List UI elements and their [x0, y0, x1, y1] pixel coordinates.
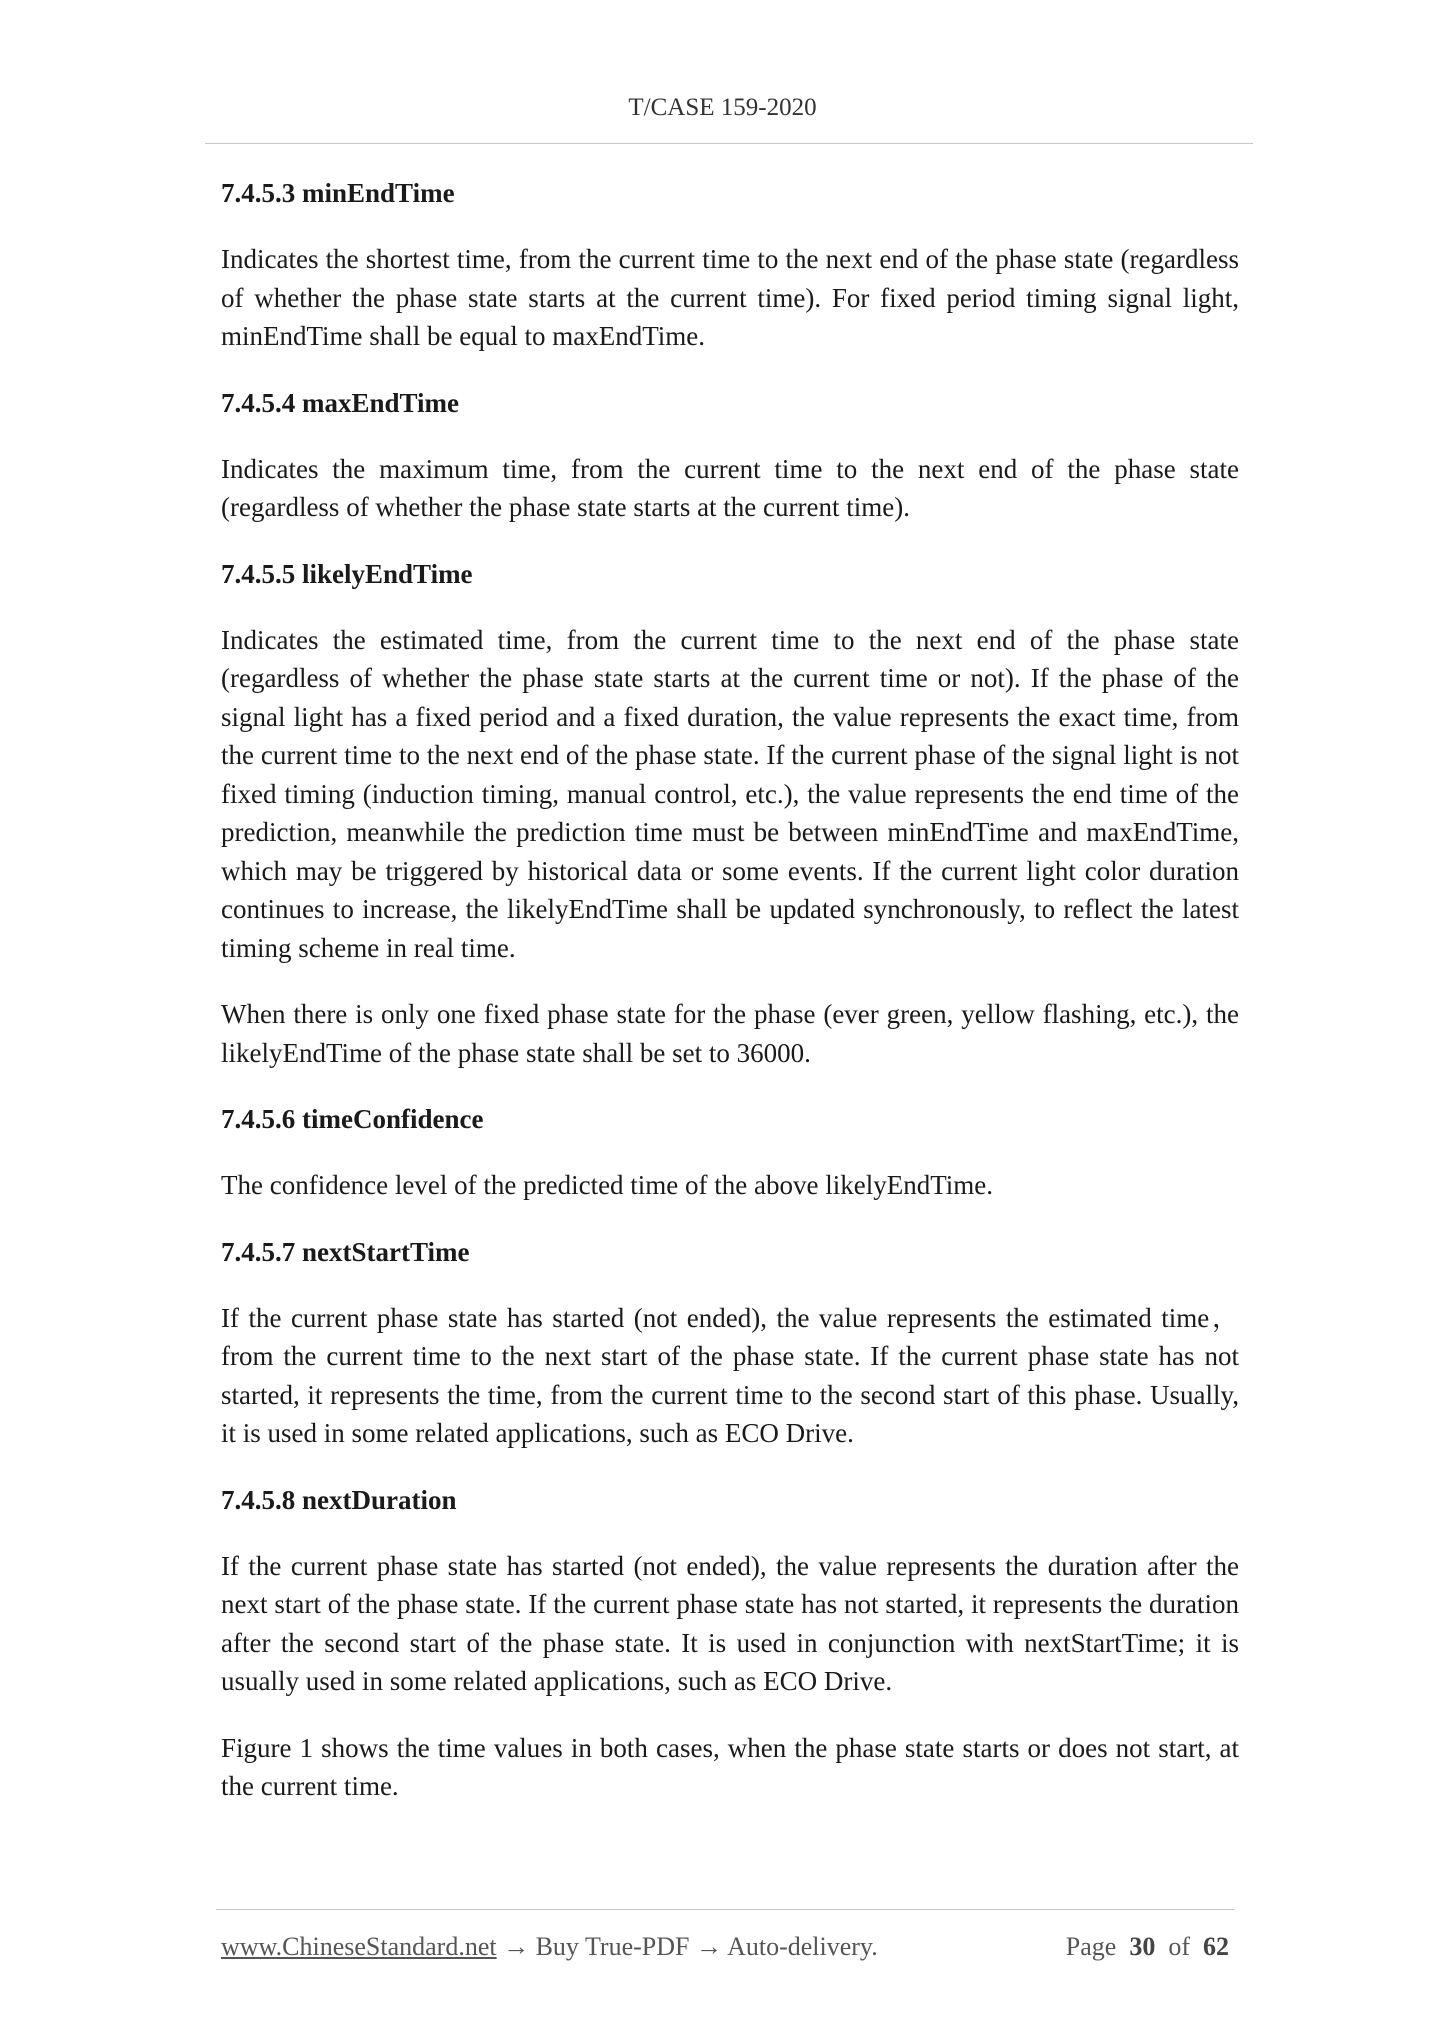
section-heading: 7.4.5.7 nextStartTime [221, 1236, 470, 1267]
section-min-end-time [221, 174, 1239, 356]
footer-promo [221, 1932, 878, 1962]
document-body [221, 174, 1239, 1834]
section-heading: 7.4.5.8 nextDuration [221, 1484, 457, 1515]
paragraph: If the current phase state has started (not ended), the value represents the estimated time，from the current time to the next start of the phase state. If the current phase state has not started, it represents the time, from the current time to the second start of this phase. Usually, it is used in some related applications, such as ECO Drive. [221, 1302, 1239, 1448]
page-indicator [1066, 1932, 1229, 1962]
section-time-confidence [221, 1100, 1239, 1205]
paragraph: Figure 1 shows the time values in both cases, when the phase state starts or does not start, at the current time. [221, 1732, 1239, 1801]
header-divider [205, 143, 1253, 144]
header-doc-id: T/CASE 159-2020 [628, 94, 817, 121]
auto-delivery-text: Auto-delivery. [727, 1932, 878, 1961]
section-heading: 7.4.5.6 timeConfidence [221, 1104, 484, 1134]
paragraph: Indicates the shortest time, from the current time to the next end of the phase state (regardless of whether the phase state starts at the current time). For fixed period timing signal light, minEndTime shall be equal to maxEndTime. [221, 244, 1239, 351]
arrow-right-icon: → [503, 1932, 530, 1961]
page-number: 30 [1129, 1932, 1156, 1961]
section-next-start-time [221, 1233, 1239, 1453]
paragraph: If the current phase state has started (not ended), the value represents the duration after the next start of the phase state. If the current phase state has not started, it represents the duration after the second start of the phase state. It is used in conjunction with nextStartTime; it is usually used in some related applications, such as ECO Drive. [221, 1550, 1239, 1696]
total-pages: 62 [1203, 1932, 1229, 1961]
section-heading: 7.4.5.3 minEndTime [221, 178, 455, 208]
section-next-duration [221, 1481, 1239, 1806]
section-max-end-time [221, 384, 1239, 527]
buy-pdf-text: Buy True-PDF [535, 1932, 690, 1961]
section-heading: 7.4.5.5 likelyEndTime [221, 558, 473, 589]
section-likely-end-time [221, 555, 1239, 1073]
paragraph: Indicates the maximum time, from the current time to the next end of the phase state (regardless of whether the phase state starts at the current time). [221, 453, 1239, 522]
of-label: of [1168, 1932, 1190, 1961]
arrow-right-icon: → [696, 1932, 722, 1961]
paragraph: The confidence level of the predicted time of the above likelyEndTime. [221, 1170, 993, 1200]
footer-divider [216, 1909, 1234, 1910]
paragraph: Indicates the estimated time, from the current time to the next end of the phase state (regardless of whether the phase state starts at the current time or not). If the phase of the signal light has a fixed period and a fixed duration, the value represents the exact time, from the current time to the next end of the phase state. If the current phase of the signal light is not fixed timing (induction timing, manual control, etc.), the value represents the end time of the prediction, meanwhile the prediction time must be between minEndTime and maxEndTime, which may be triggered by historical data or some events. If the current light color duration continues to increase, the likelyEndTime shall be updated synchronously, to reflect the latest timing scheme in real time. [221, 624, 1239, 963]
section-heading: 7.4.5.4 maxEndTime [221, 387, 460, 418]
website-link[interactable]: www.ChineseStandard.net [221, 1932, 497, 1961]
paragraph: When there is only one fixed phase state for the phase (ever green, yellow flashing, etc.), the likelyEndTime of the phase state shall be set to 36000. [221, 999, 1239, 1068]
page-label: Page [1065, 1932, 1117, 1961]
